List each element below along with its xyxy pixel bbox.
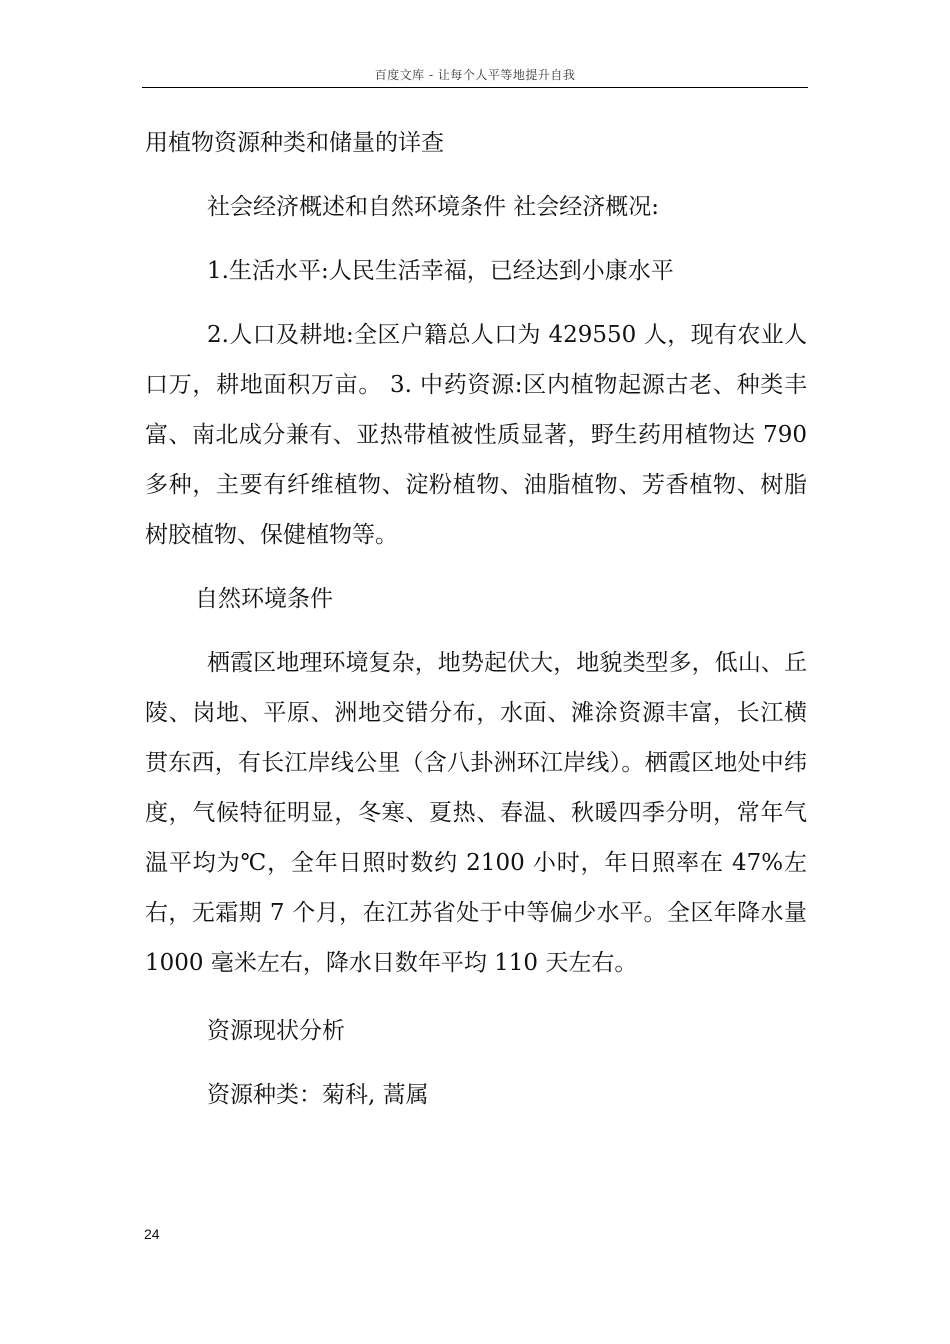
paragraph-resource-analysis-heading: 资源现状分析 (207, 1018, 345, 1044)
paragraph-population-farmland: 2.人口及耕地:全区户籍总人口为 429550 人，现有农业人口万，耕地面积万亩。 3. 中药资源:区内植物起源古老、种类丰富、南北成分兼有、亚热带植被性质显著，野生药用植物达 790 多种，主要有纤维植物、淀粉植物、油脂植物、芳香植物、树脂树胶植物、保健植物等。 (145, 322, 807, 548)
paragraph-socioeconomic-heading: 社会经济概述和自然环境条件 社会经济概况: (207, 194, 660, 220)
paragraph-living-standard: 1.生活水平:人民生活幸福，已经达到小康水平 (207, 258, 674, 284)
page-number: 24 (144, 1226, 160, 1242)
document-body (145, 118, 807, 1120)
paragraph-natural-environment-heading: 自然环境条件 (195, 586, 333, 612)
page-header: 百度文库 - 让每个人平等地提升自我 (374, 68, 576, 82)
paragraph-resource-types: 资源种类：菊科, 蒿属 (207, 1082, 429, 1108)
header-rule (142, 87, 808, 88)
paragraph-intro: 用植物资源种类和储量的详查 (145, 130, 444, 156)
paragraph-geography-climate: 栖霞区地理环境复杂，地势起伏大，地貌类型多，低山、丘陵、岗地、平原、洲地交错分布，水面、滩涂资源丰富，长江横贯东西，有长江岸线公里（含八卦洲环江岸线）。栖霞区地处中纬度，气候特征明显，冬寒、夏热、春温、秋暖四季分明，常年气温平均为℃，全年日照时数约 2100 小时，年日照率在 47%左右，无霜期 7 个月，在江苏省处于中等偏少水平。全区年降水量 1000 毫米左右，降水日数年平均 110 天左右。 (145, 650, 807, 976)
